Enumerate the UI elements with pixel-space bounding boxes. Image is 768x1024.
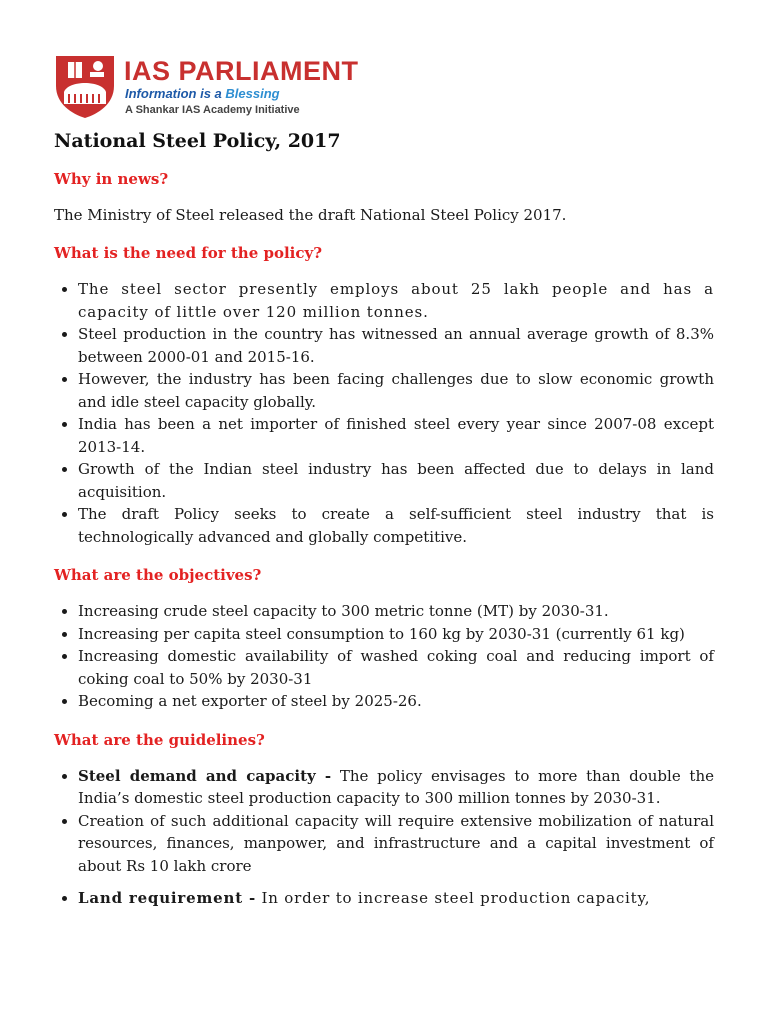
list-item: • Becoming a net exporter of steel by 2025-26. [78, 690, 714, 713]
guideline-title: Land requirement - [78, 889, 256, 907]
brand-name: IAS PARLIAMENT [124, 56, 359, 86]
list-item: • Increasing per capita steel consumption to 160 kg by 2030-31 (currently 61 kg) [78, 623, 714, 646]
heading-why-in-news: Why in news? [54, 170, 169, 188]
list-item: • Creation of such additional capacity will require extensive mobilization of natural resources, finances, manpower, and infrastructure and a capital investment of about Rs 10 lakh crore [78, 810, 714, 878]
guideline-text: The policy envisages to more than double the India’s domestic steel production capacity to 300 million tonnes by 2030-31. [78, 766, 714, 807]
tagline-main: Information is a [125, 86, 226, 101]
brand-initiative: A Shankar IAS Academy Initiative [125, 104, 300, 116]
page-title: National Steel Policy, 2017 [54, 130, 341, 152]
list-item: • Increasing crude steel capacity to 300 metric tonne (MT) by 2030-31. [78, 600, 714, 623]
tagline-accent: Blessing [225, 86, 280, 101]
list-item: • The draft Policy seeks to create a self-sufficient steel industry that is technologically advanced and globally competitive. [78, 503, 714, 548]
need-list [54, 278, 714, 548]
ias-parliament-logo [54, 52, 414, 122]
guideline-title: Steel demand and capacity - [78, 766, 332, 785]
guideline-text: In order to increase steel production capacity, [255, 889, 651, 907]
list-item: • Increasing domestic availability of washed coking coal and reducing import of coking coal to 50% by 2030-31 [78, 645, 714, 690]
list-item: • Steel production in the country has witnessed an annual average growth of 8.3% between 2000-01 and 2015-16. [78, 323, 714, 368]
list-item: • India has been a net importer of finished steel every year since 2007-08 except 2013-14. [78, 413, 714, 458]
list-item: • However, the industry has been facing challenges due to slow economic growth and idle steel capacity globally. [78, 368, 714, 413]
article-body [54, 130, 714, 928]
list-item: • The steel sector presently employs about 25 lakh people and has a capacity of little over 120 million tonnes. [78, 278, 714, 323]
guidelines-list [54, 765, 714, 910]
objectives-list [54, 600, 714, 713]
news-text: The Ministry of Steel released the draft National Steel Policy 2017. [54, 206, 567, 224]
list-item: • Growth of the Indian steel industry has been affected due to delays in land acquisition. [78, 458, 714, 503]
brand-tagline [125, 86, 280, 101]
heading-guidelines: What are the guidelines? [54, 730, 265, 749]
heading-need: What is the need for the policy? [54, 244, 323, 262]
heading-objectives: What are the objectives? [54, 566, 262, 584]
parliament-emblem-icon [54, 52, 116, 118]
list-item [78, 765, 714, 810]
list-item [78, 887, 714, 910]
